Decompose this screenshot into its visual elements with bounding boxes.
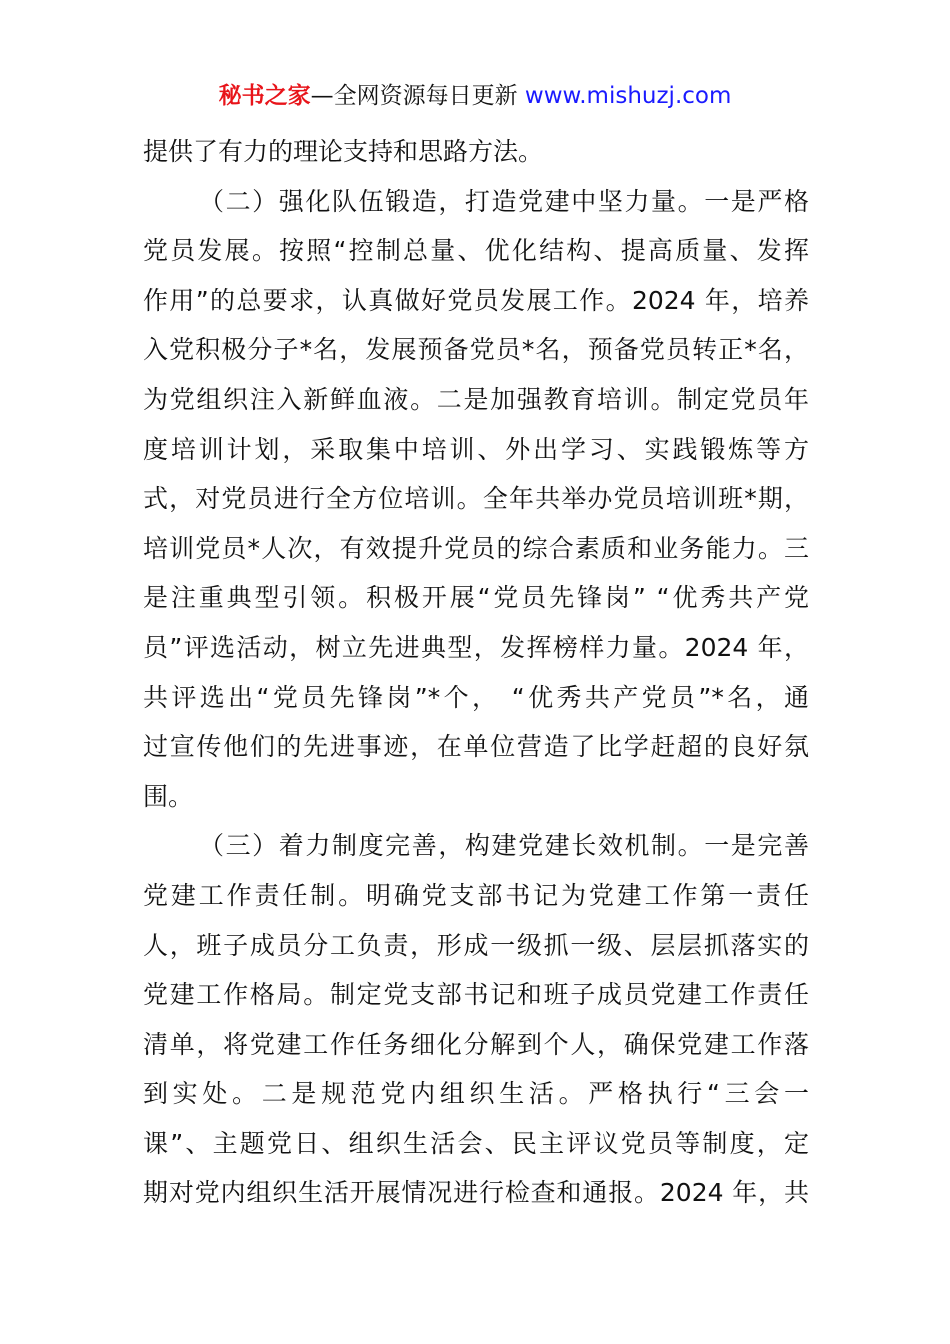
text-line: 到实处。二是规范党内组织生活。严格执行“三会一	[143, 1079, 809, 1109]
text-line: 共评选出“党员先锋岗”*个， “优秀共产党员”*名，通	[143, 682, 809, 712]
header-tagline: —全网资源每日更新	[310, 83, 518, 109]
text-line: 过宣传他们的先进事迹，在单位营造了比学赶超的良好氛	[143, 732, 809, 762]
paragraph-heading-line: （二）强化队伍锻造，打造党建中坚力量。一是严格	[199, 186, 809, 216]
text-line: 清单，将党建工作任务细化分解到个人，确保党建工作落	[143, 1029, 809, 1059]
text-line: 员”评选活动，树立先进典型，发挥榜样力量。2024 年，	[143, 632, 809, 662]
text-line: 围。	[143, 781, 194, 811]
text-line: 入党积极分子*名，发展预备党员*名，预备党员转正*名，	[143, 335, 809, 365]
text-line: 度培训计划，采取集中培训、外出学习、实践锻炼等方	[143, 434, 809, 464]
text-line: 党员发展。按照“控制总量、优化结构、提高质量、发挥	[143, 236, 809, 266]
text-line: 期对党内组织生活开展情况进行检查和通报。2024 年，共	[143, 1178, 809, 1208]
text-line: 课”、主题党日、组织生活会、民主评议党员等制度，定	[143, 1128, 809, 1158]
text-line: 党建工作责任制。明确党支部书记为党建工作第一责任	[143, 880, 809, 910]
text-line: 是注重典型引领。积极开展“党员先锋岗” “优秀共产党	[143, 583, 809, 613]
text-line: 式，对党员进行全方位培训。全年共举办党员培训班*期，	[143, 484, 809, 514]
text-line: 提供了有力的理论支持和思路方法。	[143, 137, 544, 166]
text-line: 人，班子成员分工负责，形成一级抓一级、层层抓落实的	[143, 930, 809, 960]
text-line: 为党组织注入新鲜血液。二是加强教育培训。制定党员年	[143, 384, 809, 414]
text-line: 作用”的总要求，认真做好党员发展工作。2024 年，培养	[143, 285, 809, 315]
text-line: 培训党员*人次，有效提升党员的综合素质和业务能力。三	[143, 533, 809, 563]
paragraph-heading-line: （三）着力制度完善，构建党建长效机制。一是完善	[199, 831, 809, 861]
text-line: 党建工作格局。制定党支部书记和班子成员党建工作责任	[143, 980, 809, 1010]
brand-name: 秘书之家	[218, 83, 311, 109]
document-body	[143, 127, 809, 1218]
site-url-link[interactable]: www.mishuzj.com	[524, 83, 732, 109]
page-header	[0, 80, 950, 112]
